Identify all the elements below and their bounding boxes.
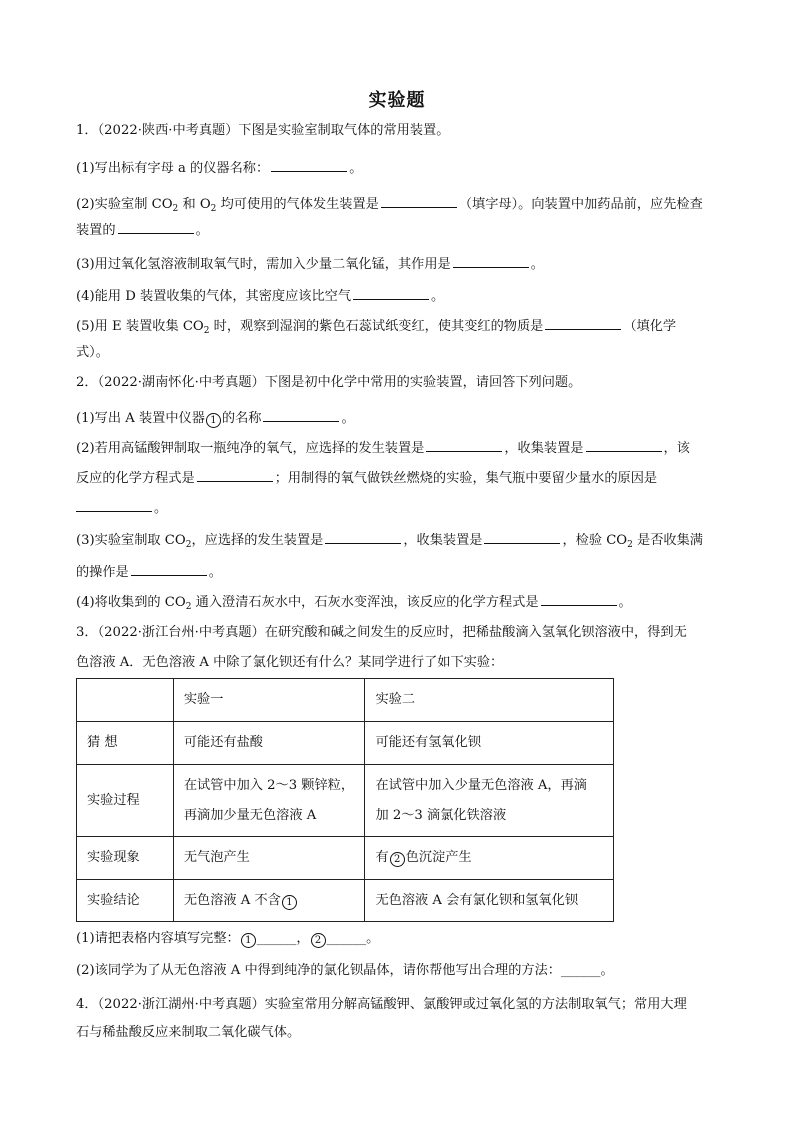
row-label: 实验现象 bbox=[77, 837, 174, 880]
q2-part3-cont: 的操作是 。 bbox=[76, 562, 222, 582]
table-cell: 在试管中加入少量无色溶液 A，再滴 加 2～3 滴氯化铁溶液 bbox=[365, 765, 614, 837]
q1-part2: (2)实验室制 $CO_2$ 和 $O_2$ 均可使用的气体发生装置是 （填字母）。向装置中加药品前，应先检查 bbox=[76, 194, 703, 214]
q2-part4: (4)将收集到的 $CO_2$ 通入澄清石灰水中，石灰水变浑浊，该反应的化学方程式是 。 bbox=[76, 592, 632, 612]
table-cell: 无色溶液 A 会有氯化钡和氢氧化钡 bbox=[365, 880, 614, 922]
table-cell: 无气泡产生 bbox=[173, 837, 365, 880]
q4-intro: 4．（2022·浙江湖州·中考真题）实验室常用分解高锰酸钾、氯酸钾或过氧化氢的方法制取氧气；常用大理 bbox=[76, 997, 687, 1012]
q3-intro: 3．（2022·浙江台州·中考真题）在研究酸和碱之间发生的反应时，把稀盐酸滴入氢氧化钡溶液中，得到无 bbox=[76, 625, 687, 640]
q1-part4: (4)能用 D 装置收集的气体，其密度应该比空气 。 bbox=[76, 286, 444, 306]
q3-intro-cont: 色溶液 A．无色溶液 A 中除了氯化钡还有什么？某同学进行了如下实验： bbox=[76, 655, 504, 670]
answer-blank[interactable] bbox=[484, 530, 560, 544]
answer-blank[interactable] bbox=[545, 316, 621, 330]
answer-blank[interactable] bbox=[76, 498, 152, 512]
answer-blank[interactable] bbox=[131, 562, 207, 576]
table-header-cell: 实验一 bbox=[173, 679, 365, 722]
circled-number: 2 bbox=[390, 852, 405, 867]
table-row bbox=[77, 722, 614, 765]
table-row bbox=[77, 765, 614, 837]
circled-number: 1 bbox=[241, 933, 256, 948]
answer-blank[interactable] bbox=[263, 408, 339, 422]
table-cell: 可能还有氢氧化钡 bbox=[365, 722, 614, 765]
table-row bbox=[77, 880, 614, 922]
q1-part3: (3)用过氧化氢溶液制取氧气时，需加入少量二氧化锰，其作用是 。 bbox=[76, 254, 544, 274]
q2-part2-cont2: 。 bbox=[76, 498, 167, 518]
answer-blank[interactable] bbox=[426, 438, 502, 452]
answer-blank[interactable] bbox=[325, 530, 401, 544]
q1-part1: (1)写出标有字母 a 的仪器名称： 。 bbox=[76, 158, 362, 178]
table-cell bbox=[77, 679, 174, 722]
experiment-table bbox=[76, 678, 614, 922]
table-header-row bbox=[77, 679, 614, 722]
table-header-cell: 实验二 bbox=[365, 679, 614, 722]
row-label: 实验过程 bbox=[77, 765, 174, 837]
page-title: 实验题 bbox=[368, 90, 426, 111]
answer-blank[interactable] bbox=[541, 592, 617, 606]
table-cell: 无色溶液 A 不含 1 bbox=[173, 880, 365, 922]
q2-part2-cont: 反应的化学方程式是 ；用制得的氧气做铁丝燃烧的实验，集气瓶中要留少量水的原因是 bbox=[76, 468, 657, 488]
table-cell: 可能还有盐酸 bbox=[173, 722, 365, 765]
answer-blank[interactable] bbox=[453, 254, 529, 268]
row-label: 实验结论 bbox=[77, 880, 174, 922]
circled-number: 1 bbox=[282, 895, 297, 910]
q3-part2: (2)该同学为了从无色溶液 A 中得到纯净的氯化钡晶体，请你帮他写出合理的方法：______。 bbox=[76, 963, 614, 978]
q2-intro: 2．（2022·湖南怀化·中考真题）下图是初中化学中常用的实验装置，请回答下列问题。 bbox=[76, 375, 582, 390]
circled-number: 2 bbox=[311, 933, 326, 948]
q1-part2-cont: 装置的 。 bbox=[76, 220, 209, 240]
table-cell: 有 2 色沉淀产生 bbox=[365, 837, 614, 880]
q4-intro-cont: 石与稀盐酸反应来制取二氧化碳气体。 bbox=[76, 1025, 301, 1040]
row-label: 猜 想 bbox=[77, 722, 174, 765]
answer-blank[interactable] bbox=[271, 158, 347, 172]
q2-part3: (3)实验室制取 $CO_2$，应选择的发生装置是 ，收集装置是 ，检验 $CO_2$ 是否收集满 bbox=[76, 530, 703, 550]
q1-intro: 1．（2022·陕西·中考真题）下图是实验室制取气体的常用装置。 bbox=[76, 123, 450, 138]
table-cell: 在试管中加入 2～3 颗锌粒， 再滴加少量无色溶液 A bbox=[173, 765, 365, 837]
q2-part2: (2)若用高锰酸钾制取一瓶纯净的氧气，应选择的发生装置是 ，收集装置是 ，该 bbox=[76, 438, 690, 458]
answer-blank[interactable] bbox=[118, 220, 194, 234]
answer-blank[interactable] bbox=[586, 438, 662, 452]
q1-part5: (5)用 E 装置收集 $CO_2$ 时，观察到湿润的紫色石蕊试纸变红，使其变红的物质是 （填化学 bbox=[76, 316, 676, 336]
q1-part5-cont: 式）。 bbox=[76, 345, 109, 360]
answer-blank[interactable] bbox=[353, 286, 429, 300]
table-row bbox=[77, 837, 614, 880]
q3-part1: (1)请把表格内容填写完整： 1 ______， 2 ______。 bbox=[76, 931, 380, 946]
q2-part1: (1)写出 A 装置中仪器 1 的名称 。 bbox=[76, 408, 355, 428]
answer-blank[interactable] bbox=[197, 468, 273, 482]
answer-blank[interactable] bbox=[381, 194, 457, 208]
circled-number: 1 bbox=[206, 413, 221, 428]
